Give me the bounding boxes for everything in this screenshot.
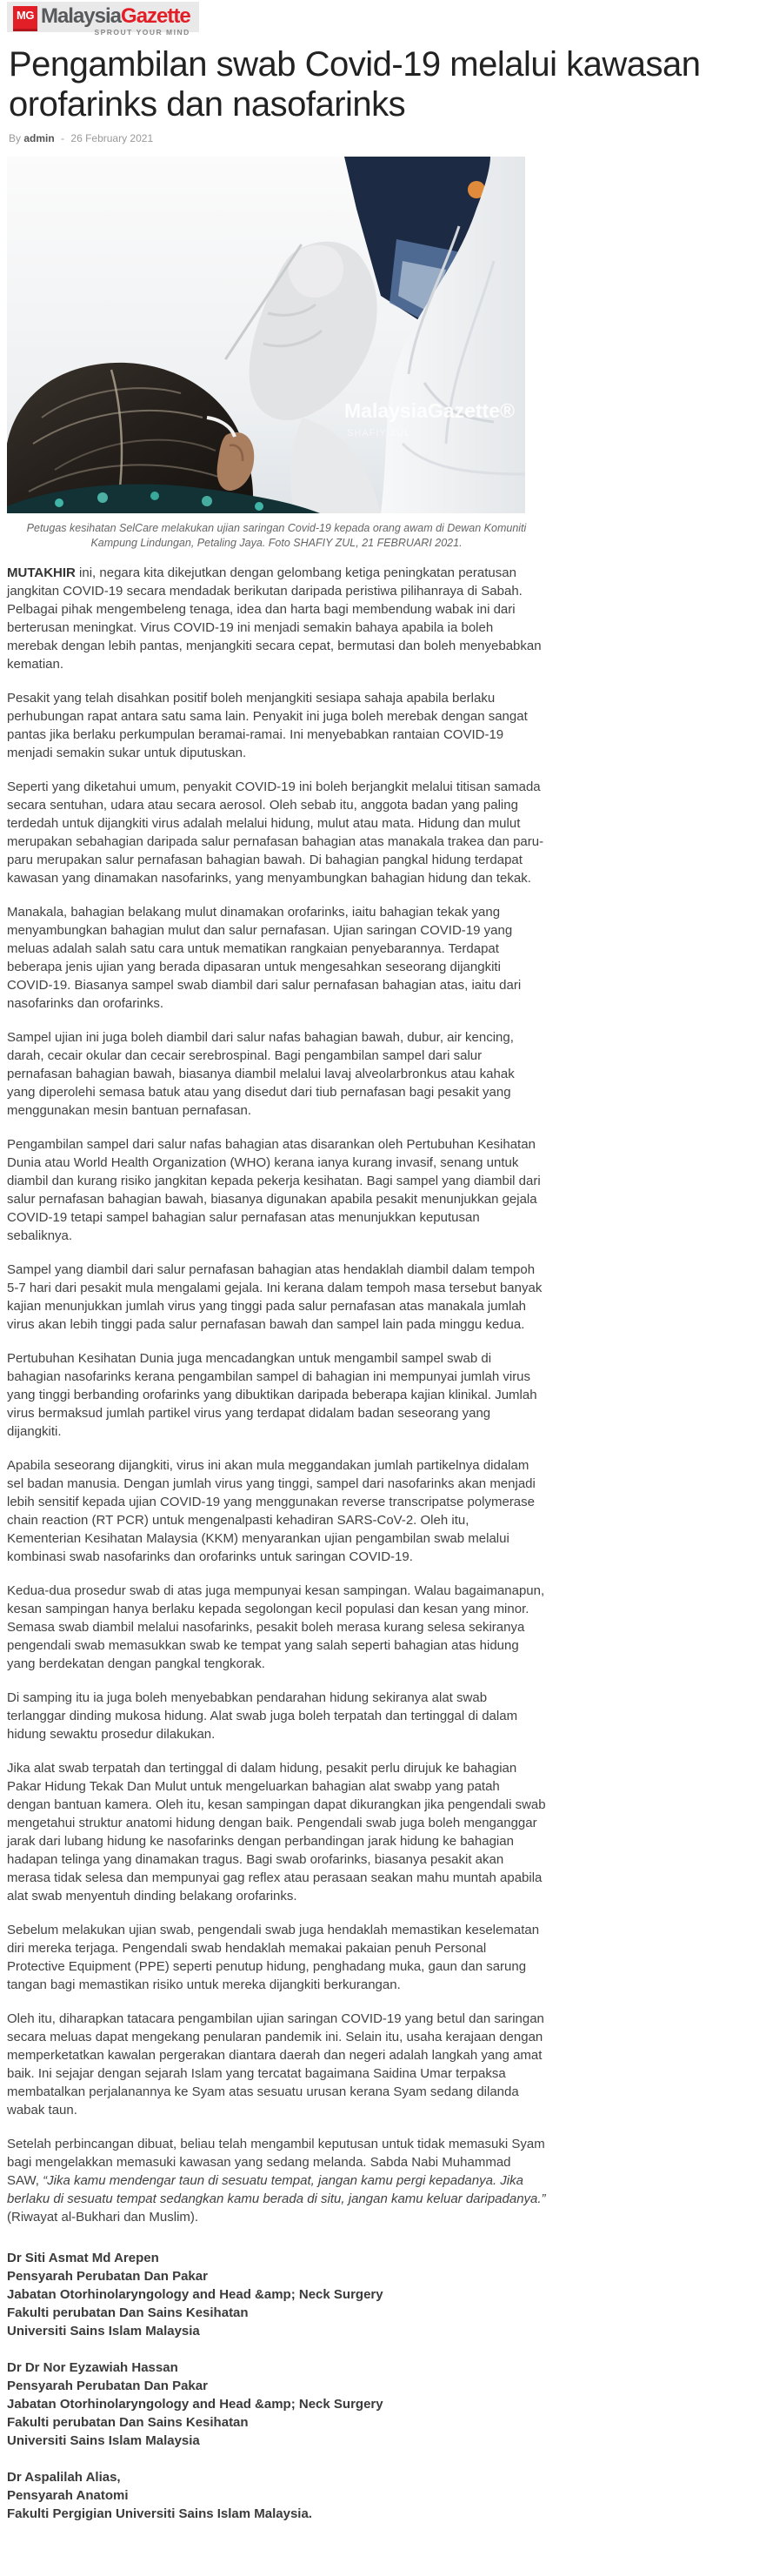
paragraph: Sampel yang diambil dari salur pernafasan bahagian atas hendaklah diambil dalam tempoh 5-7 hari dari pesakit mula mengalami gejala. Ini kerana dalam tempoh masa tersebut banyak kajian menunjukkan jumlah virus yang tinggi pada salur pernafasan atas manakala jumlah virus akan lebih tinggi pada salur pernafasan bawah dan sampel lain pada minggu kedua. xyxy=(7,1261,543,1332)
logo-tagline: SPROUT YOUR MIND xyxy=(94,28,190,37)
paragraph: Pengambilan sampel dari salur nafas bahagian atas disarankan oleh Pertubuhan Kesihatan Dunia atau World Health Organization (WHO) kerana ianya kurang invasif, senang untuk diambil dan kurang risiko jangkitan kepada pekerja kesihatan. Bagi sampel yang diambil dari salur pernafasan bahagian bawah, biasanya digunakan apabila pesakit menunjukkan gejala COVID-19 tetapi sampel bahagian salur pernafasan atas menunjukkan keputusan sebaliknya. xyxy=(7,1136,541,1243)
svg-text:MalaysiaGazette®: MalaysiaGazette® xyxy=(344,398,515,422)
mg-logo-icon: MG xyxy=(13,6,37,31)
author-name: Dr Dr Nor Eyzawiah Hassan xyxy=(7,2359,178,2375)
paragraph: Sampel ujian ini juga boleh diambil dari salur nafas bahagian bawah, dubur, air kencing, darah, cecair okular dan cecair serebrospinal. Bagi pengambilan sampel dari salur pernafasan bahagian bawah, biasanya diambil melalui lavaj alveolarbronkus atau kahak yang diperolehi semasa batuk atau yang disedut dari tiub pernafasan bagi pesakit yang menggunakan mesin bantuan pernafasan. xyxy=(7,1029,515,1118)
author-department: Jabatan Otorhinolaryngology and Head &amp; Neck Surgery xyxy=(7,2396,383,2412)
page-title: Pengambilan swab Covid-19 melalui kawasan orofarinks dan nasofarinks xyxy=(9,45,701,124)
article-photo xyxy=(7,157,525,513)
photo-caption: Petugas kesihatan SelCare melakukan ujian saringan Covid-19 kepada orang awam di Dewan Komuniti Kampung Lindungan, Petaling Jaya. Foto SHAFIY ZUL, 21 FEBRUARI 2021. xyxy=(26,521,527,550)
paragraph: Manakala, bahagian belakang mulut dinamakan orofarinks, iaitu bahagian tekak yang menyambungkan bahagian mulut dan salur pernafasan. Ujian saringan COVID-19 yang meluas adalah salah satu cara untuk mematikan rangkaian penyebarannya. Terdapat beberapa jenis ujian yang berada dipasaran untuk mengesahkan seseorang dijangkiti COVID-19. Biasanya sampel swab diambil dari salur pernafasan bahagian atas, iaitu dari nasofarinks dan orofarinks. xyxy=(7,904,522,1011)
hadith-quote: “Jika kamu mendengar taun di sesuatu tempat, jangan kamu pergi kepadanya. Jika berlaku di sesuatu tempat sedangkan kamu berada di situ, jangan kamu keluar daripadanya.” xyxy=(7,2172,546,2206)
paragraph: Oleh itu, diharapkan tatacara pengambilan ujian saringan COVID-19 yang betul dan saringan secara meluas dapat mengekang penularan pandemik ini. Selain itu, usaha kerajaan dengan memperketatkan kawalan pergerakan diantara daerah dan negeri adalah langkah yang amat baik. Ini sejajar dengan sejarah Islam yang tercatat bagaimana Saidina Umar terpaksa membatalkan perjalanannya ke Syam atas sesuatu urusan kerana Syam sedang dilanda wabak taun. xyxy=(7,2011,544,2118)
paragraph: Kedua-dua prosedur swab di atas juga mempunyai kesan sampingan. Walau bagaimanapun, kesan sampingan hanya berlaku kepada segolongan kecil populasi dan kesan yang minor. Semasa swab diambil melalui nasofarinks, pesakit boleh merasa kurang selesa sekiranya pengendali swab memasukkan swab ke tempat yang salah seperti bahagian atas hidung yang berdekatan dengan pangkal tengkorak. xyxy=(7,1582,545,1671)
byline-prefix: By xyxy=(9,131,22,144)
author-role: Pensyarah Perubatan Dan Pakar xyxy=(7,2378,208,2393)
paragraph-closing xyxy=(7,2135,546,2226)
paragraph-lead xyxy=(7,564,546,673)
lead-rest: ini, negara kita dikejutkan dengan gelombang ketiga peningkatan peratusan jangkitan COVID-19 secara mendadak berikutan daripada peristiwa pilihanraya di Sabah. Pelbagai pihak mengembeleng tenaga, idea dan harta bagi membendung wabak ini dari berterusan meningkat. Virus COVID-19 ini menjadi semakin bahaya apabila ia boleh merebak dengan lebih pantas, menjangkiti secara cepat, bermutasi dan boleh menyebabkan kematian. xyxy=(7,565,542,672)
author-department: Jabatan Otorhinolaryngology and Head &amp; Neck Surgery xyxy=(7,2286,383,2302)
author-faculty: Fakulti perubatan Dan Sains Kesihatan xyxy=(7,2414,249,2430)
author-role: Pensyarah Perubatan Dan Pakar xyxy=(7,2268,208,2284)
paragraph: Pertubuhan Kesihatan Dunia juga mencadangkan untuk mengambil sampel swab di bahagian nasofarinks kerana pengambilan sampel di bahagian ini mempunyai jumlah virus yang tinggi berbanding orofarinks yang dibuktikan daripada beberapa kajian klinikal. Jumlah virus bermaksud jumlah partikel virus yang terdapat didalam badan seseorang yang dijangkiti. xyxy=(7,1350,537,1439)
byline-date: 26 February 2021 xyxy=(70,131,154,144)
logo-gazette: Gazette xyxy=(121,4,190,28)
closing-post: (Riwayat al-Bukhari dan Muslim). xyxy=(7,2209,199,2225)
author-block xyxy=(7,2468,546,2523)
article-body xyxy=(7,564,546,2523)
author-block xyxy=(7,2359,546,2450)
author-name: Dr Aspalilah Alias, xyxy=(7,2469,121,2485)
paragraph: Pesakit yang telah disahkan positif boleh menjangkiti sesiapa sahaja apabila berlaku perhubungan rapat antara satu sama lain. Penyakit ini juga boleh merebak dengan sangat pantas jika berlaku perkumpulan beramai-ramai. Ini menyebabkan rantaian COVID-19 menjadi semakin sukar untuk diputuskan. xyxy=(7,690,528,760)
closing-pre: Setelah perbincangan dibuat, beliau telah mengambil keputusan untuk tidak memasuki Syam bagi mengelakkan memasuki kawasan yang sedang melanda. Sabda Nabi Muhammad SAW, xyxy=(7,2136,545,2188)
author-university: Universiti Sains Islam Malaysia xyxy=(7,2432,200,2448)
byline-author-link[interactable]: admin xyxy=(23,131,55,144)
photo-illustration xyxy=(7,157,525,513)
author-faculty: Fakulti Pergigian Universiti Sains Islam Malaysia. xyxy=(7,2506,312,2521)
author-role: Pensyarah Anatomi xyxy=(7,2487,129,2503)
paragraph: Sebelum melakukan ujian swab, pengendali swab juga hendaklah memastikan keselematan diri mereka terjaga. Pengendali swab hendaklah memakai pakaian penuh Personal Protective Equipment (PPE) seperti penutup hidung, penghadang muka, gaun dan sarung tangan bagi memastikan risiko untuk mereka dijangkiti berkurangan. xyxy=(7,1922,540,1992)
author-name: Dr Siti Asmat Md Arepen xyxy=(7,2250,159,2265)
paragraph: Jika alat swab terpatah dan tertinggal di dalam hidung, pesakit perlu dirujuk ke bahagian Pakar Hidung Tekak Dan Mulut untuk mengeluarkan bahagian alat swabp yang patah dengan bantuan kamera. Oleh itu, kesan sampingan dapat dikurangkan jika pengendali swab mengetahui struktur anatomi hidung dengan baik. Pengendali swab juga boleh menganggar jarak dari lubang hidung ke nasofarinks dengan perbandingan jarak hidung ke bahagian hadapan telinga yang dinamakan tragus. Bagi swab orofarinks, biasanya pesakit akan merasa tidak selesa dan mempunyai gag reflex atau perasaan seakan mahu muntah apabila alat swab menyentuh dinding belakang orofarinks. xyxy=(7,1760,546,1904)
byline-separator: - xyxy=(61,131,65,144)
author-faculty: Fakulti perubatan Dan Sains Kesihatan xyxy=(7,2305,249,2320)
site-logo[interactable] xyxy=(7,2,199,37)
lead-word: MUTAKHIR xyxy=(7,565,76,580)
paragraph: Apabila seseorang dijangkiti, virus ini akan mula meggandakan jumlah partikelnya didalam sel badan manusia. Dengan jumlah virus yang tinggi, sampel dari nasofarinks akan menjadi lebih sensitif kepada ujian COVID-19 yang menggunakan reverse transcripatse polymerase chain reaction (RT PCR) untuk mengenalpasti kehadiran SARS-CoV-2. Oleh itu, Kementerian Kesihatan Malaysia (KKM) menyarankan ujian pengambilan swab melalui kombinasi swab nasofarinks dan orofarinks untuk saringan COVID-19. xyxy=(7,1457,536,1564)
logo-malaysia: Malaysia xyxy=(40,4,122,28)
logo-text xyxy=(41,6,190,37)
author-block xyxy=(7,2249,546,2340)
author-credits xyxy=(7,2249,546,2523)
featured-image-figure xyxy=(7,157,555,552)
author-university: Universiti Sains Islam Malaysia xyxy=(7,2323,200,2338)
paragraph: Seperti yang diketahui umum, penyakit COVID-19 ini boleh berjangkit melalui titisan samada secara sentuhan, udara atau secara aerosol. Oleh sebab itu, anggota badan yang paling terdedah untuk dijangkiti virus adalah melalui hidung, mulut atau mata. Hidung dan mulut merupakan sebahagian daripada salur pernafasan bahagian atas manakala trakea dan paru-paru merupakan salur pernafasan bahagian bawah. Di bahagian pangkal hidung terdapat kawasan yang dinamakan nasofarinks, yang menyambungkan bahagian hidung dan tekak. xyxy=(7,779,544,886)
paragraph: Di samping itu ia juga boleh menyebabkan pendarahan hidung sekiranya alat swab terlanggar dinding mukosa hidung. Alat swab juga boleh terpatah dan tertinggal di dalam hidung sewaktu prosedur dilakukan. xyxy=(7,1689,518,1742)
svg-text:SHAFIY ZUL: SHAFIY ZUL xyxy=(347,427,411,438)
byline xyxy=(9,132,772,144)
